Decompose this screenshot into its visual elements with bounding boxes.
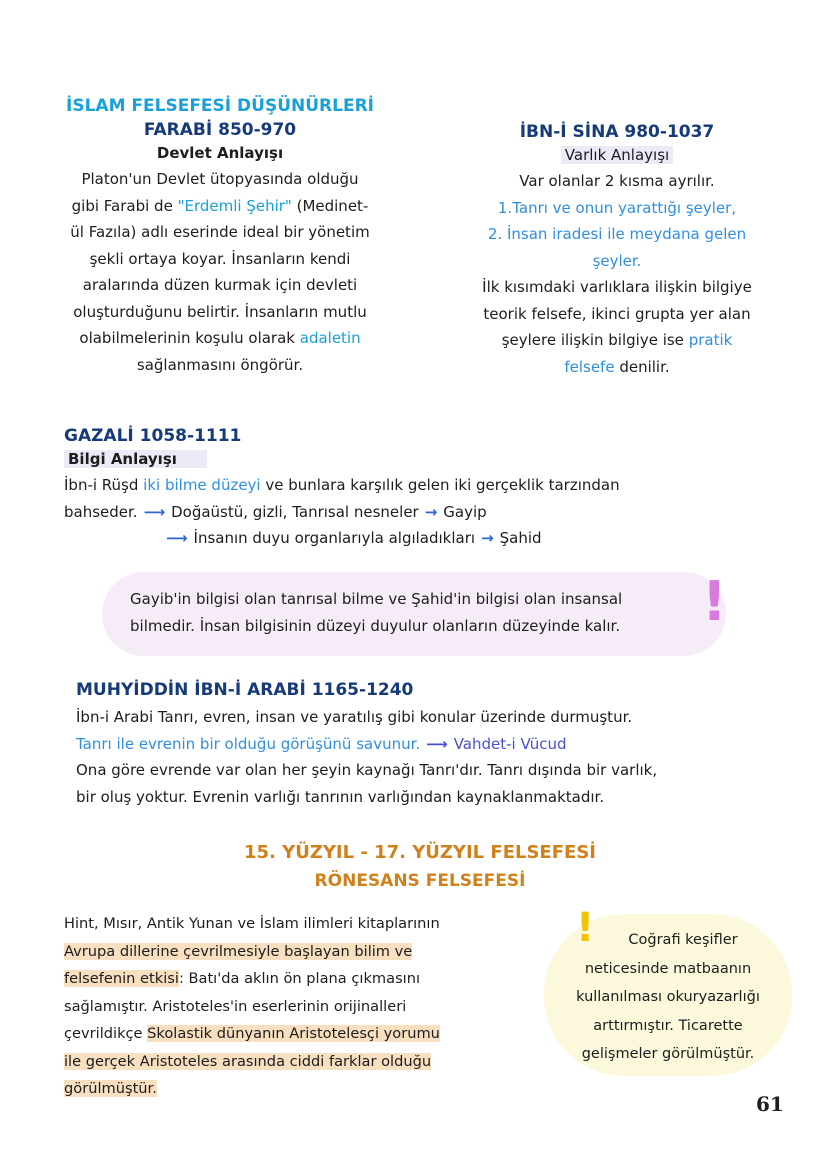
renaissance-title: 15. YÜZYIL - 17. YÜZYIL FELSEFESİ [244,842,596,863]
renaissance-subtitle: RÖNESANS FELSEFESİ [314,871,526,891]
gazali-text: İbn-i Rüşd iki bilme düzeyi ve bunlara karşılık gelen iki gerçeklik tarzından bahseder. ⟶ Doğaüstü, gizli, Tanrısal nesneler → Gayip ⟶ İnsanın duyu organlarıyla algıladıkları → Şahid [64,476,620,547]
exclamation-icon: ! [702,570,727,633]
ibnsina-name: İBN-İ SİNA 980-1037 [519,122,715,142]
arrow-icon: ⟶ [143,502,166,521]
ibnsina-subtitle: Varlık Anlayışı [432,144,802,166]
arrow-icon: → [481,529,494,547]
page-number: 61 [756,1092,784,1116]
farabi-subtitle: Devlet Anlayışı [156,144,284,162]
gazali-section [64,424,804,552]
ibnsina-section [432,120,802,380]
farabi-text: Platon'un Devlet ütopyasında olduğu gibi Farabi de "Erdemli Şehir" (Medinet- ül Fazıla) adlı eserinde ideal bir yönetim şekli ortaya koyar. İnsanların kendi aralarında düzen kurmak için devleti oluşturduğunu belirtir. İnsanların mutlu olabilmelerinin koşulu olarak adaletin sağlanmasını öngörür. [70,170,370,374]
exclamation-icon: ! [576,905,595,951]
arrow-icon: ⟶ [426,734,448,753]
note-text: Gayib'in bilgisi olan tanrısal bilme ve Şahid'in bilgisi olan insansal bilmedir. İnsan bilgisinin düzeyi duyulur olanların düzeyinde kalır. [130,590,623,635]
renaissance-text: Hint, Mısır, Antik Yunan ve İslam ilimleri kitaplarının Avrupa dillerine çevrilmesiyle başlayan bilim ve felsefenin etkisi: Batı'da aklın ön plana çıkmasını sağlamıştır. Aristoteles'in eserlerinin orijinalleri çevrildikçe Skolastik dünyanın Aristotelesçi yorumu ile gerçek Aristoteles arasında ciddi farklar olduğu görülmüştür. [64,915,440,1097]
arrow-icon: → [424,502,438,521]
section-title: İSLAM FELSEFESİ DÜŞÜNÜRLERİ [66,96,374,116]
arabi-section [76,678,806,810]
gazali-subtitle: Bilgi Anlayışı [64,448,804,470]
farabi-section [40,94,400,378]
arrow-icon: ⟶ [166,529,188,547]
farabi-name: FARABİ 850-970 [143,120,297,140]
arabi-name: MUHYİDDİN İBN-İ ARABİ 1165-1240 [76,680,414,700]
gazali-name: GAZALİ 1058-1111 [64,426,242,446]
sidenote-text: Coğrafi keşifler neticesinde matbaanın kullanılması okuryazarlığı arttırmıştır. Ticarette gelişmeler görülmüştür. [576,932,760,1062]
ibnsina-text: Var olanlar 2 kısma ayrılır. 1.Tanrı ve onun yarattığı şeyler, 2. İnsan iradesi ile meydana gelen şeyler. İlk kısımdaki varlıklara ilişkin bilgiye teorik felsefe, ikinci grupta yer alan şeylere ilişkin bilgiye ise pratik felsefe denilir. [482,172,752,376]
arabi-text: İbn-i Arabi Tanrı, evren, insan ve yaratılış gibi konular üzerinde durmuştur. Tanrı ile evrenin bir olduğu görüşünü savunur. ⟶ Vahdet-i Vücud Ona göre evrende var olan her şeyin kaynağı Tanrı'dır. Tanrı dışında bir varlık, bir oluş yoktur. Evrenin varlığı tanrının varlığından kaynaklanmaktadır. [76,708,658,806]
